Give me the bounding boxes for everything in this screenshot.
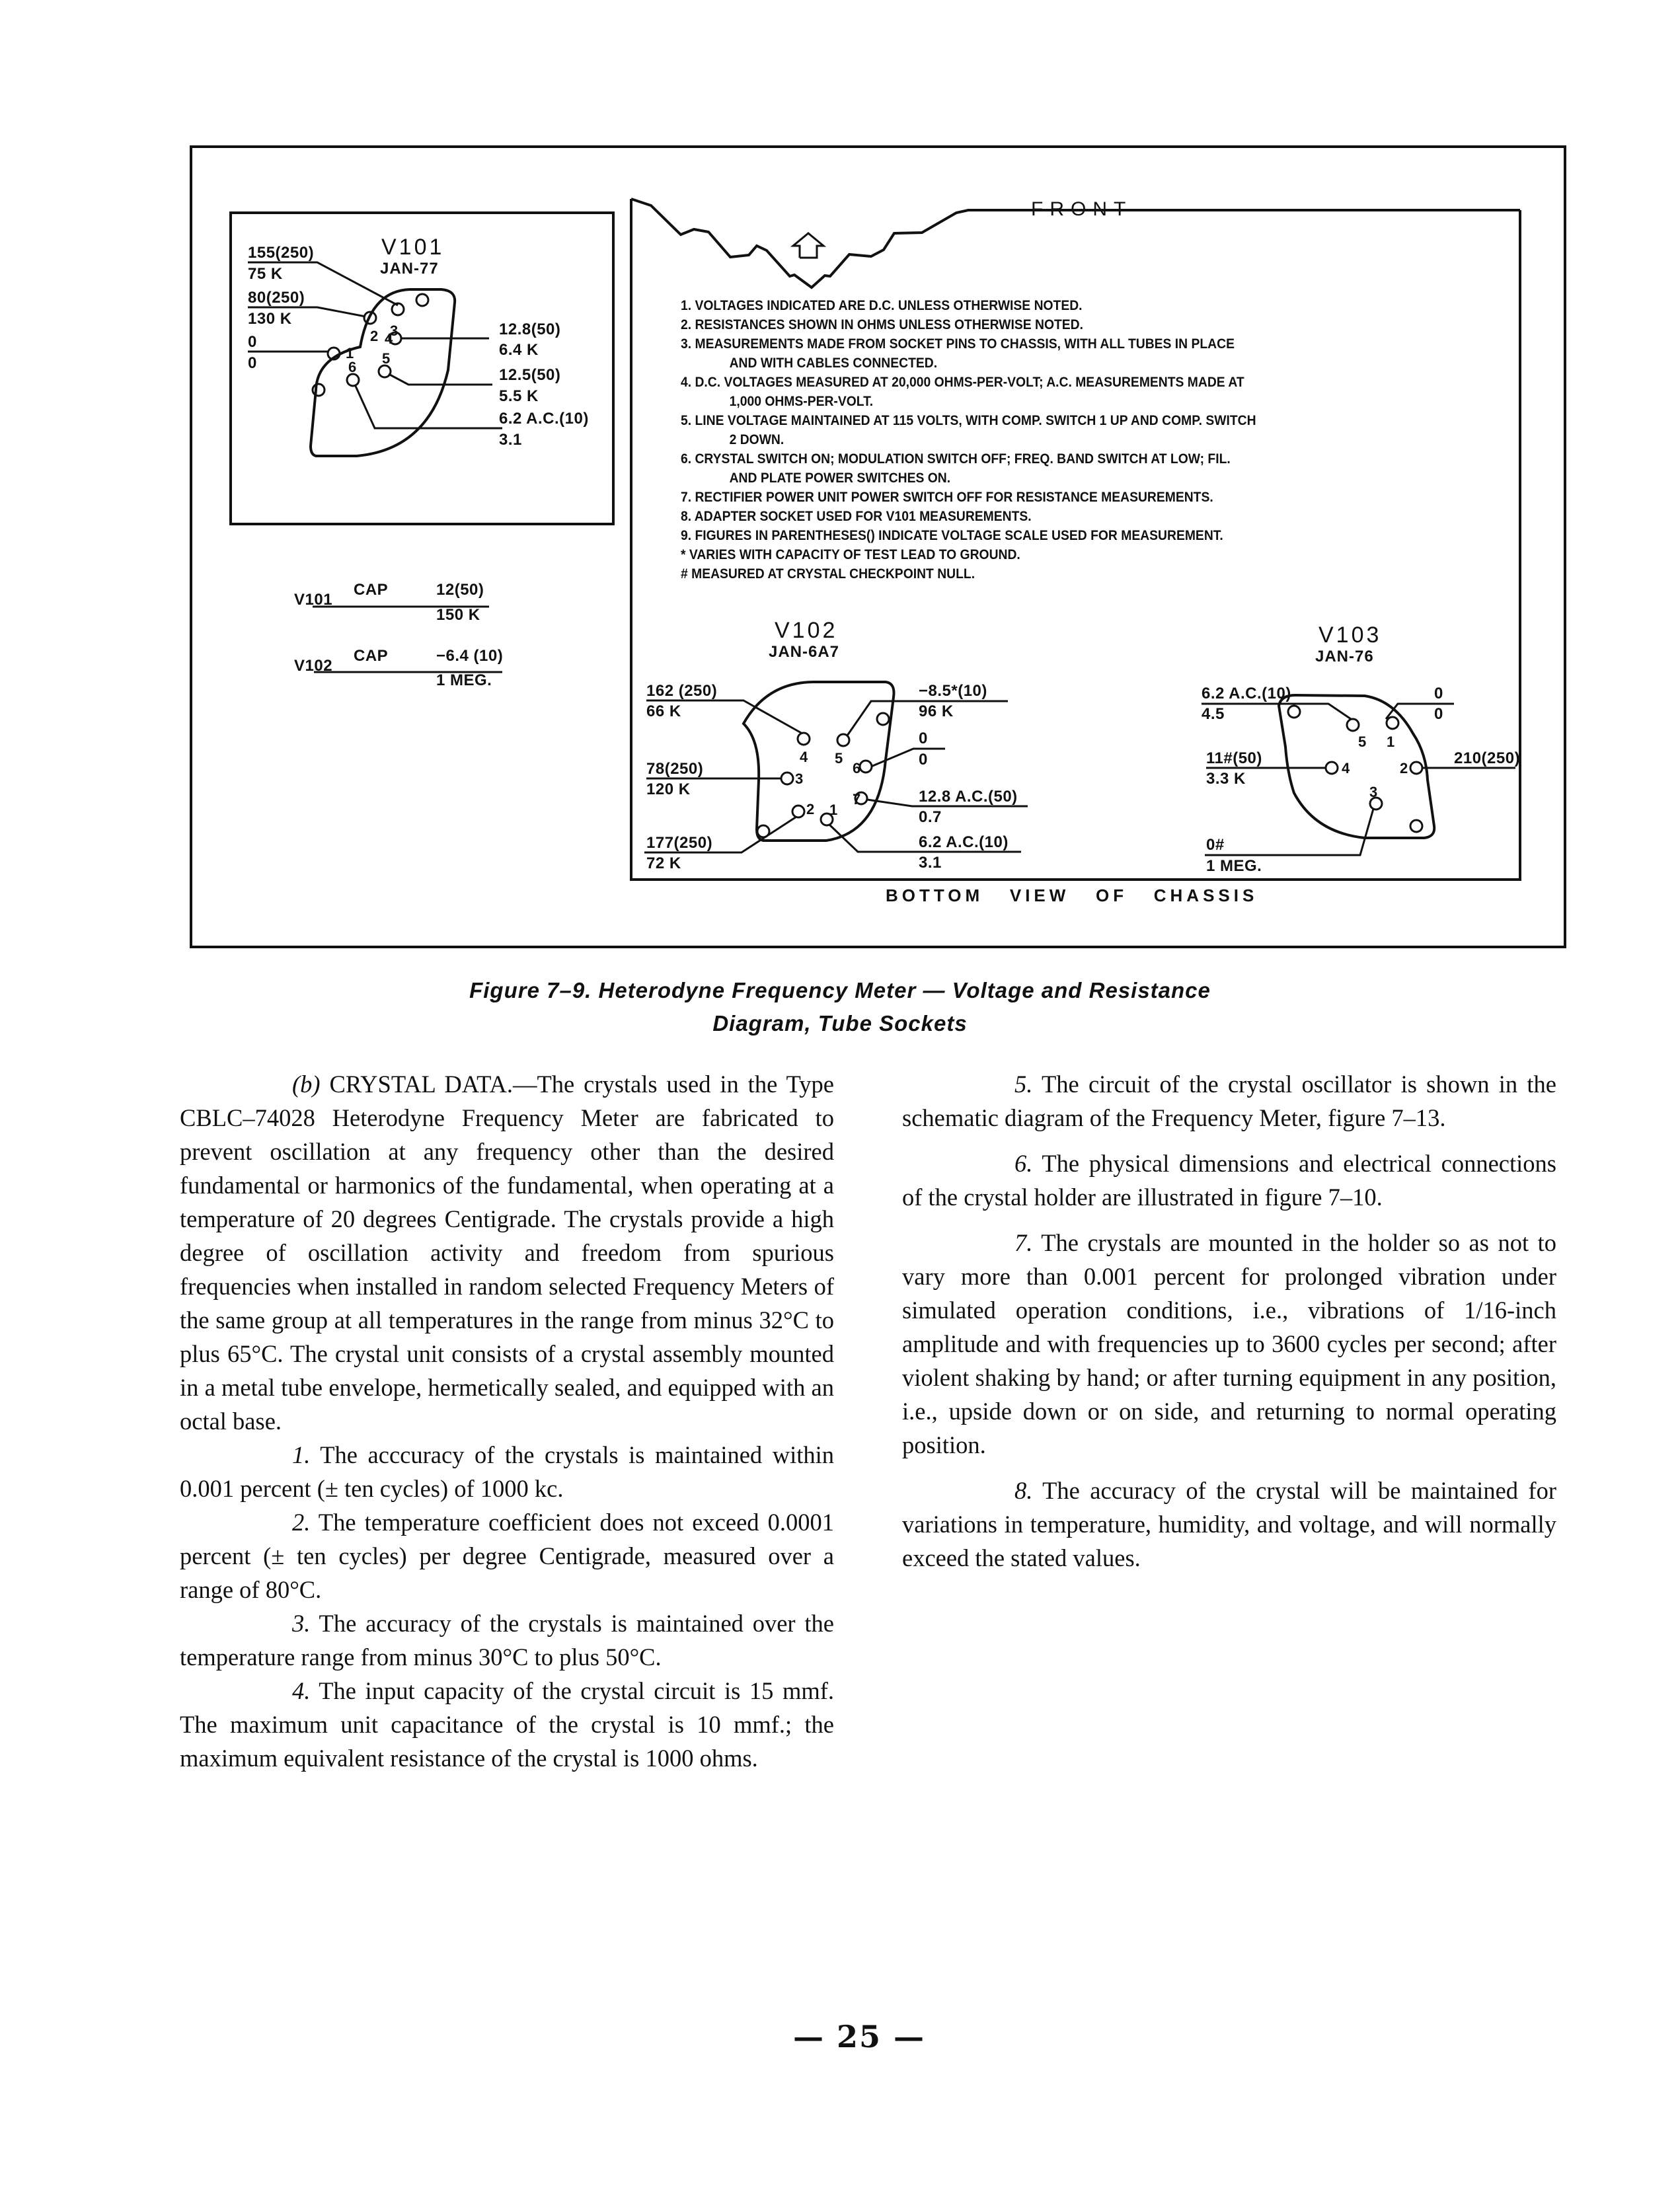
cap2-resistance: 1 MEG. (436, 671, 492, 689)
v102-pin6-resistance: 0 (919, 751, 928, 769)
v102-pin-number: 3 (795, 771, 804, 787)
note-7: 7. RECTIFIER POWER UNIT POWER SWITCH OFF FOR RESISTANCE MEASUREMENTS. (681, 490, 1213, 505)
v102-pin-number: 2 (806, 801, 815, 817)
item-3 (180, 1606, 834, 1674)
item-6 (902, 1147, 1556, 1214)
item-text: The input capacity of the crystal circuit is 15 mmf. The maximum unit capacitance of the crystal is 10 mmf.; the maximum equivalent resistance of the crystal is 1000 ohms. (180, 1677, 834, 1772)
v102-pin5-voltage: −8.5*(10) (919, 682, 987, 700)
note-9: 9. FIGURES IN PARENTHESES() INDICATE VOLTAGE SCALE USED FOR MEASUREMENT. (681, 528, 1223, 543)
item-4 (180, 1674, 834, 1775)
v101-pin1-voltage: 0 (248, 333, 257, 351)
note-2: 2. RESISTANCES SHOWN IN OHMS UNLESS OTHERWISE NOTED. (681, 317, 1083, 332)
note-5: 5. LINE VOLTAGE MAINTAINED AT 115 VOLTS, WITH COMP. SWITCH 1 UP AND COMP. SWITCH (681, 413, 1256, 428)
v101-pin4-resistance: 6.4 K (499, 341, 539, 359)
v101-pin-number: 3 (390, 322, 399, 339)
v101-tube-type: JAN-77 (380, 260, 439, 278)
v101-pin6-voltage: 6.2 A.C.(10) (499, 410, 589, 428)
section-label: (b) (292, 1071, 321, 1098)
item-number: 2. (292, 1509, 311, 1536)
body-right-column (902, 1067, 1556, 1575)
item-text: The physical dimensions and electrical connections of the crystal holder are illustrated in figure 7–10. (902, 1150, 1556, 1211)
v103-pin1-voltage: 0 (1434, 685, 1443, 702)
item-text: The accuracy of the crystals is maintained over the temperature range from minus 30°C to plus 50°C. (180, 1610, 834, 1671)
v101-pin-number: 5 (382, 350, 391, 367)
v101-pin6-resistance: 3.1 (499, 431, 522, 449)
v102-pin7-voltage: 12.8 A.C.(50) (919, 788, 1018, 806)
cap1-voltage: 12(50) (436, 581, 484, 599)
cap2-voltage: −6.4 (10) (436, 647, 504, 665)
note-1: 1. VOLTAGES INDICATED ARE D.C. UNLESS OTHERWISE NOTED. (681, 298, 1083, 313)
v103-tube-name: V103 (1318, 622, 1382, 648)
note-3: 3. MEASUREMENTS MADE FROM SOCKET PINS TO CHASSIS, WITH ALL TUBES IN PLACE (681, 336, 1235, 352)
note-6-cont: AND PLATE POWER SWITCHES ON. (729, 471, 951, 486)
v102-pin3-voltage: 78(250) (646, 760, 704, 778)
cap1-tube: V101 (294, 591, 333, 609)
item-1 (180, 1438, 834, 1505)
v103-pin4-voltage: 11#(50) (1206, 749, 1262, 767)
note-4-cont: 1,000 OHMS-PER-VOLT. (729, 394, 874, 409)
v101-pin5-voltage: 12.5(50) (499, 366, 561, 384)
v103-tube-type: JAN-76 (1315, 648, 1374, 665)
v102-pin3-resistance: 120 K (646, 780, 691, 798)
v102-pin-number: 1 (829, 802, 838, 818)
note-6: 6. CRYSTAL SWITCH ON; MODULATION SWITCH OFF; FREQ. BAND SWITCH AT LOW; FIL. (681, 451, 1231, 467)
v101-pin1-resistance: 0 (248, 354, 257, 372)
v101-pin-number: 4 (385, 330, 393, 347)
item-text: The acccuracy of the crystals is maintained within 0.001 percent (± ten cycles) of 1000 kc. (180, 1441, 834, 1502)
cap2-label: CAP (354, 647, 389, 665)
v102-pin4-resistance: 66 K (646, 702, 681, 720)
v103-pin-number: 5 (1358, 734, 1367, 750)
note-3-cont: AND WITH CABLES CONNECTED. (729, 356, 938, 371)
v102-pin5-resistance: 96 K (919, 702, 954, 720)
v101-pin4-voltage: 12.8(50) (499, 320, 561, 338)
item-number: 6. (1014, 1150, 1033, 1177)
page-number: — 25 — (793, 2019, 926, 2054)
v103-pin-number: 1 (1387, 734, 1395, 750)
v102-pin7-resistance: 0.7 (919, 808, 942, 826)
item-number: 7. (1014, 1229, 1033, 1256)
crystal-data-paragraph (180, 1067, 834, 1438)
item-text: The circuit of the crystal oscillator is shown in the schematic diagram of the Frequency Meter, figure 7–13. (902, 1071, 1556, 1131)
note-5-cont: 2 DOWN. (729, 432, 784, 447)
v101-pin5-resistance: 5.5 K (499, 387, 539, 405)
v102-pin-number: 4 (800, 749, 808, 765)
v102-pin1-resistance: 3.1 (919, 854, 942, 872)
v101-pin2-resistance: 130 K (248, 310, 292, 328)
v102-pin4-voltage: 162 (250) (646, 682, 718, 700)
v101-pin3-resistance: 75 K (248, 265, 283, 283)
v102-pin6-voltage: 0 (919, 730, 928, 747)
item-number: 3. (292, 1610, 311, 1637)
cap1-resistance: 150 K (436, 606, 480, 624)
item-text: The temperature coefficient does not exceed 0.0001 percent (± ten cycles) per degree Centigrade, measured over a range of 80°C. (180, 1509, 834, 1603)
v101-pin-number: 2 (370, 328, 379, 344)
note-asterisk: * VARIES WITH CAPACITY OF TEST LEAD TO GROUND. (681, 547, 1020, 562)
cap2-tube: V102 (294, 657, 333, 675)
item-5 (902, 1067, 1556, 1135)
v103-pin-number: 4 (1342, 760, 1350, 776)
v103-pin-number: 3 (1369, 784, 1378, 800)
v103-pin4-resistance: 3.3 K (1206, 770, 1246, 788)
body-left-column (180, 1067, 834, 1775)
v103-pin5-resistance: 4.5 (1202, 705, 1225, 723)
v102-tube-type: JAN-6A7 (769, 643, 840, 661)
item-text: The crystals are mounted in the holder so as not to vary more than 0.001 percent for prolonged vibration under simulated operation conditions, i.e., vibrations of 1/16-inch amplitude and with frequencies up to 3600 cycles per second; after violent shaking by hand; or after turning equipment in any position, i.e., upside down or on side, and returning to normal operating position. (902, 1229, 1556, 1458)
figure-caption-line1: Figure 7–9. Heterodyne Frequency Meter — Voltage and Resistance (469, 978, 1211, 1002)
item-7 (902, 1226, 1556, 1462)
item-8 (902, 1474, 1556, 1575)
v102-pin-number: 5 (835, 750, 843, 767)
v101-pin2-voltage: 80(250) (248, 289, 305, 307)
item-number: 4. (292, 1677, 311, 1704)
v102-pin1-voltage: 6.2 A.C.(10) (919, 833, 1009, 851)
item-number: 5. (1014, 1071, 1033, 1098)
v102-tube-name: V102 (775, 618, 838, 643)
v101-pin-number: 1 (346, 345, 354, 361)
v102-pin2-resistance: 72 K (646, 854, 681, 872)
item-2 (180, 1505, 834, 1606)
v103-pin2-voltage: 210(250) (1454, 749, 1521, 767)
item-number: 8. (1014, 1477, 1033, 1504)
bottom-view-label: BOTTOM VIEW OF CHASSIS (886, 886, 1258, 905)
v103-pin3-voltage: 0# (1206, 836, 1225, 854)
v102-pin2-voltage: 177(250) (646, 834, 713, 852)
figure-caption-line2: Diagram, Tube Sockets (712, 1011, 968, 1036)
item-number: 1. (292, 1441, 311, 1468)
item-text: The accuracy of the crystal will be maintained for variations in temperature, humidity, and voltage, and will normally exceed the stated values. (902, 1477, 1556, 1571)
note-hash: # MEASURED AT CRYSTAL CHECKPOINT NULL. (681, 566, 975, 582)
v101-pin3-voltage: 155(250) (248, 244, 315, 262)
v103-pin-number: 2 (1400, 760, 1408, 776)
front-label: FRONT (1031, 198, 1133, 220)
section-heading: CRYSTAL DATA. (320, 1071, 513, 1098)
diagram-notes (681, 296, 1447, 584)
note-4: 4. D.C. VOLTAGES MEASURED AT 20,000 OHMS-PER-VOLT; A.C. MEASUREMENTS MADE AT (681, 375, 1244, 390)
v103-pin5-voltage: 6.2 A.C.(10) (1202, 685, 1291, 702)
v101-pin-number: 6 (348, 359, 357, 375)
v102-pin-number: 6 (853, 760, 861, 776)
v101-tube-name: V101 (381, 235, 445, 260)
v102-pin-number: 7 (853, 791, 861, 808)
v103-pin1-resistance: 0 (1434, 705, 1443, 723)
cap1-label: CAP (354, 581, 389, 599)
note-8: 8. ADAPTER SOCKET USED FOR V101 MEASUREMENTS. (681, 509, 1032, 524)
v103-pin3-resistance: 1 MEG. (1206, 857, 1262, 875)
section-text: —The crystals used in the Type CBLC–74028 Heterodyne Frequency Meter are fabricated to prevent oscillation at any frequency other than the desired fundamental or harmonics of the fundamental, when operating at a temperature of 20 degrees Centigrade. The crystals provide a high degree of oscillation activity and freedom from spurious frequencies when installed in random selected Frequency Meters of the same group at all temperatures in the range from minus 32°C to plus 65°C. The crystal unit consists of a crystal assembly mounted in a metal tube envelope, hermetically sealed, and equipped with an octal base. (180, 1071, 834, 1435)
